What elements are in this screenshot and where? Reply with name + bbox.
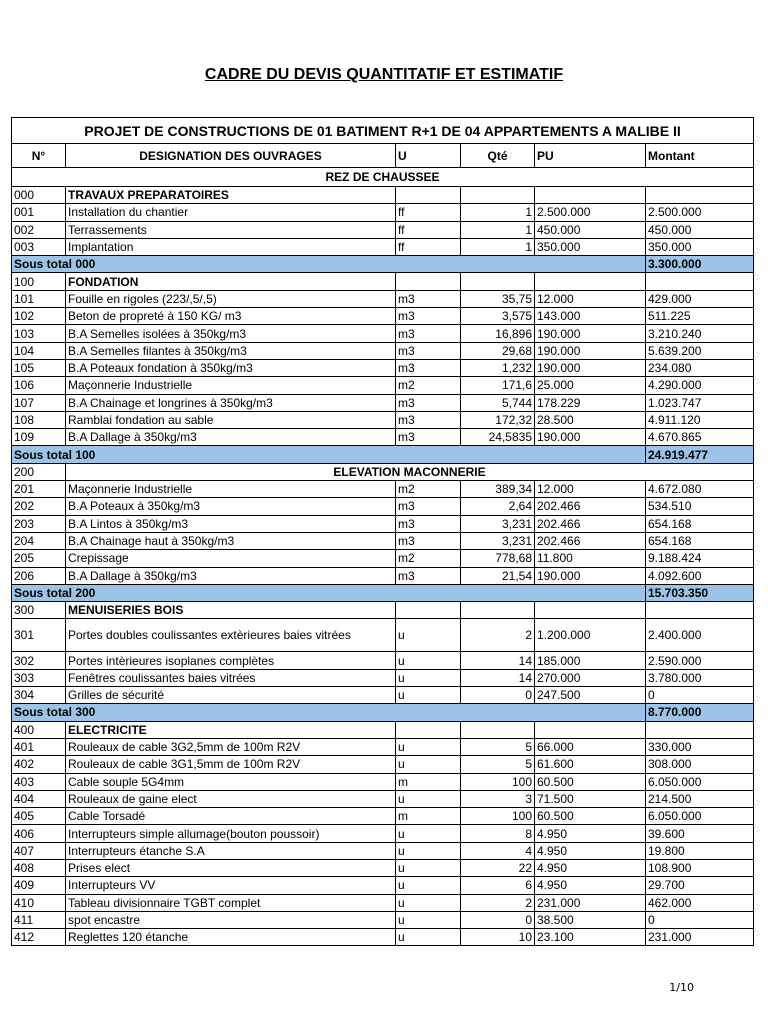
item-quantity: 6 <box>461 877 535 894</box>
item-quantity: 1 <box>461 204 535 221</box>
subtotal-label: Sous total 100 <box>12 446 646 463</box>
table-row <box>12 429 754 446</box>
item-designation: spot encastre <box>66 911 396 928</box>
item-unit: u <box>396 929 461 946</box>
section-empty-cell <box>535 273 646 290</box>
section-empty-cell <box>461 602 535 619</box>
table-row <box>12 773 754 790</box>
item-amount: 234.080 <box>646 359 754 376</box>
section-empty-cell <box>396 602 461 619</box>
item-unit: m3 <box>396 394 461 411</box>
subtotal-row <box>12 446 754 463</box>
item-designation: Interrupteurs étanche S.A <box>66 842 396 859</box>
item-amount: 1.023.747 <box>646 394 754 411</box>
item-quantity: 5 <box>461 738 535 755</box>
item-unit-price: 61.600 <box>535 756 646 773</box>
item-unit: u <box>396 842 461 859</box>
item-unit: m3 <box>396 290 461 307</box>
item-designation: Cable souple 5G4mm <box>66 773 396 790</box>
item-number: 002 <box>12 221 66 238</box>
section-row <box>12 187 754 204</box>
item-number: 105 <box>12 359 66 376</box>
item-designation: B.A Poteaux à 350kg/m3 <box>66 498 396 515</box>
item-number: 302 <box>12 652 66 669</box>
table-body <box>12 168 754 946</box>
item-amount: 4.670.865 <box>646 429 754 446</box>
table-row <box>12 221 754 238</box>
subtotal-amount: 15.703.350 <box>646 584 754 601</box>
item-number: 107 <box>12 394 66 411</box>
item-unit-price: 190.000 <box>535 429 646 446</box>
item-amount: 4.911.120 <box>646 411 754 428</box>
item-quantity: 3 <box>461 790 535 807</box>
item-unit-price: 190.000 <box>535 342 646 359</box>
column-header-row <box>12 144 754 168</box>
item-quantity: 35,75 <box>461 290 535 307</box>
table-row <box>12 204 754 221</box>
item-unit-price: 11.800 <box>535 550 646 567</box>
table-row <box>12 756 754 773</box>
item-designation: B.A Dallage à 350kg/m3 <box>66 429 396 446</box>
item-designation: Portes doubles coulissantes extèrieures baies vitrées <box>66 619 396 652</box>
item-quantity: 4 <box>461 842 535 859</box>
item-unit: u <box>396 738 461 755</box>
project-row <box>12 118 754 144</box>
item-amount: 4.092.600 <box>646 567 754 584</box>
table-row <box>12 738 754 755</box>
item-unit-price: 25.000 <box>535 377 646 394</box>
item-unit-price: 12.000 <box>535 290 646 307</box>
item-number: 108 <box>12 411 66 428</box>
item-number: 202 <box>12 498 66 515</box>
item-quantity: 100 <box>461 808 535 825</box>
item-unit: m3 <box>396 325 461 342</box>
table-row <box>12 619 754 652</box>
item-quantity: 1 <box>461 221 535 238</box>
item-unit-price: 2.500.000 <box>535 204 646 221</box>
item-number: 304 <box>12 687 66 704</box>
item-amount: 429.000 <box>646 290 754 307</box>
item-unit: u <box>396 790 461 807</box>
item-number: 403 <box>12 773 66 790</box>
item-unit: u <box>396 825 461 842</box>
section-empty-cell <box>461 187 535 204</box>
item-unit: u <box>396 911 461 928</box>
section-empty-cell <box>646 187 754 204</box>
item-quantity: 172,32 <box>461 411 535 428</box>
item-number: 101 <box>12 290 66 307</box>
item-number: 104 <box>12 342 66 359</box>
item-designation: Maçonnerie Industrielle <box>66 377 396 394</box>
item-unit-price: 247.500 <box>535 687 646 704</box>
item-number: 205 <box>12 550 66 567</box>
item-unit: u <box>396 859 461 876</box>
item-quantity: 778,68 <box>461 550 535 567</box>
item-unit-price: 4.950 <box>535 877 646 894</box>
item-unit: ff <box>396 204 461 221</box>
item-unit: m3 <box>396 359 461 376</box>
item-quantity: 2,64 <box>461 498 535 515</box>
table-row <box>12 790 754 807</box>
subtotal-label: Sous total 300 <box>12 704 646 721</box>
table-row <box>12 325 754 342</box>
item-quantity: 16,896 <box>461 325 535 342</box>
table-row <box>12 498 754 515</box>
item-amount: 350.000 <box>646 238 754 255</box>
table-row <box>12 652 754 669</box>
item-amount: 6.050.000 <box>646 773 754 790</box>
table-row <box>12 929 754 946</box>
item-designation: Maçonnerie Industrielle <box>66 481 396 498</box>
item-unit: m <box>396 773 461 790</box>
item-unit-price: 23.100 <box>535 929 646 946</box>
item-number: 402 <box>12 756 66 773</box>
item-quantity: 171,6 <box>461 377 535 394</box>
item-quantity: 14 <box>461 669 535 686</box>
item-number: 003 <box>12 238 66 255</box>
item-number: 301 <box>12 619 66 652</box>
item-unit-price: 60.500 <box>535 773 646 790</box>
item-quantity: 10 <box>461 929 535 946</box>
table-row <box>12 394 754 411</box>
item-designation: Reglettes 120 étanche <box>66 929 396 946</box>
item-unit-price: 202.466 <box>535 532 646 549</box>
item-unit: u <box>396 652 461 669</box>
item-unit-price: 185.000 <box>535 652 646 669</box>
item-unit: u <box>396 877 461 894</box>
item-amount: 308.000 <box>646 756 754 773</box>
item-quantity: 24,5835 <box>461 429 535 446</box>
level-header: REZ DE CHAUSSEE <box>12 168 754 187</box>
item-amount: 0 <box>646 687 754 704</box>
section-empty-cell <box>461 273 535 290</box>
subtotal-label: Sous total 000 <box>12 256 646 273</box>
item-unit: m3 <box>396 308 461 325</box>
item-quantity: 2 <box>461 619 535 652</box>
item-amount: 330.000 <box>646 738 754 755</box>
item-unit-price: 231.000 <box>535 894 646 911</box>
item-number: 404 <box>12 790 66 807</box>
item-amount: 462.000 <box>646 894 754 911</box>
item-amount: 534.510 <box>646 498 754 515</box>
column-header-number: N° <box>12 144 66 168</box>
section-row <box>12 602 754 619</box>
item-quantity: 3,575 <box>461 308 535 325</box>
item-amount: 3.780.000 <box>646 669 754 686</box>
section-label: MENUISERIES BOIS <box>66 602 396 619</box>
item-unit-price: 66.000 <box>535 738 646 755</box>
section-number: 400 <box>12 721 66 738</box>
section-number: 300 <box>12 602 66 619</box>
item-designation: B.A Chainage et longrines à 350kg/m3 <box>66 394 396 411</box>
item-designation: Rouleaux de cable 3G2,5mm de 100m R2V <box>66 738 396 755</box>
item-amount: 4.290.000 <box>646 377 754 394</box>
item-quantity: 22 <box>461 859 535 876</box>
item-number: 407 <box>12 842 66 859</box>
item-unit-price: 1.200.000 <box>535 619 646 652</box>
section-empty-cell <box>396 273 461 290</box>
item-designation: Beton de propreté à 150 KG/ m3 <box>66 308 396 325</box>
item-amount: 511.225 <box>646 308 754 325</box>
table-row <box>12 342 754 359</box>
section-number: 000 <box>12 187 66 204</box>
item-unit: ff <box>396 221 461 238</box>
section-row <box>12 273 754 290</box>
document-title: CADRE DU DEVIS QUANTITATIF ET ESTIMATIF <box>204 66 564 83</box>
item-quantity: 100 <box>461 773 535 790</box>
section-row <box>12 721 754 738</box>
item-number: 408 <box>12 859 66 876</box>
item-designation: B.A Poteaux fondation à 350kg/m3 <box>66 359 396 376</box>
item-quantity: 2 <box>461 894 535 911</box>
item-unit: m3 <box>396 411 461 428</box>
section-empty-cell <box>646 273 754 290</box>
table-row <box>12 669 754 686</box>
section-label: ELEVATION MACONNERIE <box>66 463 754 480</box>
item-number: 206 <box>12 567 66 584</box>
item-quantity: 5,744 <box>461 394 535 411</box>
item-amount: 6.050.000 <box>646 808 754 825</box>
item-unit: m3 <box>396 498 461 515</box>
item-amount: 654.168 <box>646 532 754 549</box>
section-empty-cell <box>396 721 461 738</box>
item-designation: Implantation <box>66 238 396 255</box>
item-designation: Rouleaux de gaine elect <box>66 790 396 807</box>
item-unit-price: 350.000 <box>535 238 646 255</box>
item-designation: Grilles de sécurité <box>66 687 396 704</box>
item-designation: Portes intèrieures isoplanes complètes <box>66 652 396 669</box>
item-number: 106 <box>12 377 66 394</box>
table-row <box>12 481 754 498</box>
section-number: 100 <box>12 273 66 290</box>
item-quantity: 1 <box>461 238 535 255</box>
item-unit-price: 270.000 <box>535 669 646 686</box>
subtotal-amount: 3.300.000 <box>646 256 754 273</box>
table-row <box>12 308 754 325</box>
item-amount: 9.188.424 <box>646 550 754 567</box>
item-quantity: 3,231 <box>461 532 535 549</box>
item-amount: 5.639.200 <box>646 342 754 359</box>
item-quantity: 0 <box>461 911 535 928</box>
item-unit: u <box>396 756 461 773</box>
section-empty-cell <box>461 721 535 738</box>
subtotal-amount: 8.770.000 <box>646 704 754 721</box>
item-amount: 19.800 <box>646 842 754 859</box>
item-unit: m3 <box>396 429 461 446</box>
item-designation: Tableau divisionnaire TGBT complet <box>66 894 396 911</box>
table-row <box>12 687 754 704</box>
item-unit-price: 4.950 <box>535 842 646 859</box>
item-unit: u <box>396 894 461 911</box>
estimate-table <box>11 117 754 946</box>
item-amount: 450.000 <box>646 221 754 238</box>
table-row <box>12 515 754 532</box>
item-amount: 231.000 <box>646 929 754 946</box>
section-empty-cell <box>646 721 754 738</box>
item-unit-price: 190.000 <box>535 567 646 584</box>
item-unit: m2 <box>396 481 461 498</box>
item-unit: m3 <box>396 567 461 584</box>
section-label: TRAVAUX PREPARATOIRES <box>66 187 396 204</box>
item-unit: m <box>396 808 461 825</box>
table-row <box>12 877 754 894</box>
item-unit-price: 202.466 <box>535 515 646 532</box>
item-amount: 29.700 <box>646 877 754 894</box>
item-number: 411 <box>12 911 66 928</box>
table-row <box>12 550 754 567</box>
item-amount: 214.500 <box>646 790 754 807</box>
table-row <box>12 911 754 928</box>
item-number: 109 <box>12 429 66 446</box>
item-number: 203 <box>12 515 66 532</box>
item-unit: u <box>396 669 461 686</box>
section-empty-cell <box>646 602 754 619</box>
item-quantity: 5 <box>461 756 535 773</box>
table-row <box>12 567 754 584</box>
item-designation: Interrupteurs simple allumage(bouton poussoir) <box>66 825 396 842</box>
section-number: 200 <box>12 463 66 480</box>
item-number: 201 <box>12 481 66 498</box>
item-unit: m3 <box>396 342 461 359</box>
item-number: 102 <box>12 308 66 325</box>
item-number: 410 <box>12 894 66 911</box>
column-header-unit: U <box>396 144 461 168</box>
item-amount: 3.210.240 <box>646 325 754 342</box>
table-row <box>12 842 754 859</box>
section-empty-cell <box>396 187 461 204</box>
item-number: 103 <box>12 325 66 342</box>
section-empty-cell <box>535 721 646 738</box>
item-designation: Terrassements <box>66 221 396 238</box>
item-number: 204 <box>12 532 66 549</box>
item-number: 303 <box>12 669 66 686</box>
item-designation: Prises elect <box>66 859 396 876</box>
table-row <box>12 808 754 825</box>
item-amount: 39.600 <box>646 825 754 842</box>
item-amount: 2.400.000 <box>646 619 754 652</box>
table-row <box>12 532 754 549</box>
page-number: 1/10 <box>669 981 694 994</box>
item-amount: 0 <box>646 911 754 928</box>
item-amount: 108.900 <box>646 859 754 876</box>
section-row <box>12 463 754 480</box>
item-unit: m2 <box>396 550 461 567</box>
item-unit-price: 71.500 <box>535 790 646 807</box>
item-unit-price: 450.000 <box>535 221 646 238</box>
item-unit-price: 38.500 <box>535 911 646 928</box>
section-label: FONDATION <box>66 273 396 290</box>
item-designation: Installation du chantier <box>66 204 396 221</box>
column-header-quantity: Qté <box>461 144 535 168</box>
item-quantity: 14 <box>461 652 535 669</box>
item-unit: u <box>396 619 461 652</box>
item-quantity: 389,34 <box>461 481 535 498</box>
table-row <box>12 359 754 376</box>
section-label: ELECTRICITE <box>66 721 396 738</box>
table-row <box>12 411 754 428</box>
item-unit: m3 <box>396 515 461 532</box>
item-amount: 2.500.000 <box>646 204 754 221</box>
item-quantity: 29,68 <box>461 342 535 359</box>
item-amount: 2.590.000 <box>646 652 754 669</box>
subtotal-row <box>12 256 754 273</box>
item-unit-price: 4.950 <box>535 825 646 842</box>
subtotal-amount: 24.919.477 <box>646 446 754 463</box>
level-header-row <box>12 168 754 187</box>
item-quantity: 1,232 <box>461 359 535 376</box>
item-amount: 654.168 <box>646 515 754 532</box>
item-unit-price: 28.500 <box>535 411 646 428</box>
item-designation: B.A Chainage haut à 350kg/m3 <box>66 532 396 549</box>
item-unit-price: 143.000 <box>535 308 646 325</box>
item-quantity: 3,231 <box>461 515 535 532</box>
item-unit-price: 202.466 <box>535 498 646 515</box>
subtotal-row <box>12 584 754 601</box>
item-unit: m2 <box>396 377 461 394</box>
item-designation: Fenêtres coulissantes baies vitrées <box>66 669 396 686</box>
item-designation: Crepissage <box>66 550 396 567</box>
item-unit-price: 190.000 <box>535 359 646 376</box>
column-header-unit-price: PU <box>535 144 646 168</box>
item-designation: B.A Semelles filantes à 350kg/m3 <box>66 342 396 359</box>
item-designation: B.A Dallage à 350kg/m3 <box>66 567 396 584</box>
table-row <box>12 894 754 911</box>
table-row <box>12 859 754 876</box>
item-quantity: 0 <box>461 687 535 704</box>
item-unit: u <box>396 687 461 704</box>
item-number: 406 <box>12 825 66 842</box>
table-row <box>12 290 754 307</box>
table-row <box>12 238 754 255</box>
item-number: 405 <box>12 808 66 825</box>
item-unit: m3 <box>396 532 461 549</box>
item-designation: Rouleaux de cable 3G1,5mm de 100m R2V <box>66 756 396 773</box>
table-row <box>12 825 754 842</box>
item-number: 001 <box>12 204 66 221</box>
item-quantity: 8 <box>461 825 535 842</box>
subtotal-row <box>12 704 754 721</box>
item-quantity: 21,54 <box>461 567 535 584</box>
item-unit-price: 60.500 <box>535 808 646 825</box>
item-unit: ff <box>396 238 461 255</box>
item-designation: Interrupteurs VV <box>66 877 396 894</box>
column-header-amount: Montant <box>646 144 754 168</box>
item-number: 409 <box>12 877 66 894</box>
item-amount: 4.672.080 <box>646 481 754 498</box>
item-number: 401 <box>12 738 66 755</box>
item-designation: Fouille en rigoles (223/,5/,5) <box>66 290 396 307</box>
item-number: 412 <box>12 929 66 946</box>
item-unit-price: 190.000 <box>535 325 646 342</box>
item-unit-price: 12.000 <box>535 481 646 498</box>
item-unit-price: 4.950 <box>535 859 646 876</box>
project-title: PROJET DE CONSTRUCTIONS DE 01 BATIMENT R+1 DE 04 APPARTEMENTS A MALIBE II <box>12 118 754 144</box>
item-designation: Cable Torsadé <box>66 808 396 825</box>
item-designation: Ramblai fondation au sable <box>66 411 396 428</box>
item-designation: B.A Semelles isolées à 350kg/m3 <box>66 325 396 342</box>
item-designation: B.A Lintos à 350kg/m3 <box>66 515 396 532</box>
table-row <box>12 377 754 394</box>
subtotal-label: Sous total 200 <box>12 584 646 601</box>
item-unit-price: 178.229 <box>535 394 646 411</box>
column-header-designation: DESIGNATION DES OUVRAGES <box>66 144 396 168</box>
section-empty-cell <box>535 602 646 619</box>
section-empty-cell <box>535 187 646 204</box>
